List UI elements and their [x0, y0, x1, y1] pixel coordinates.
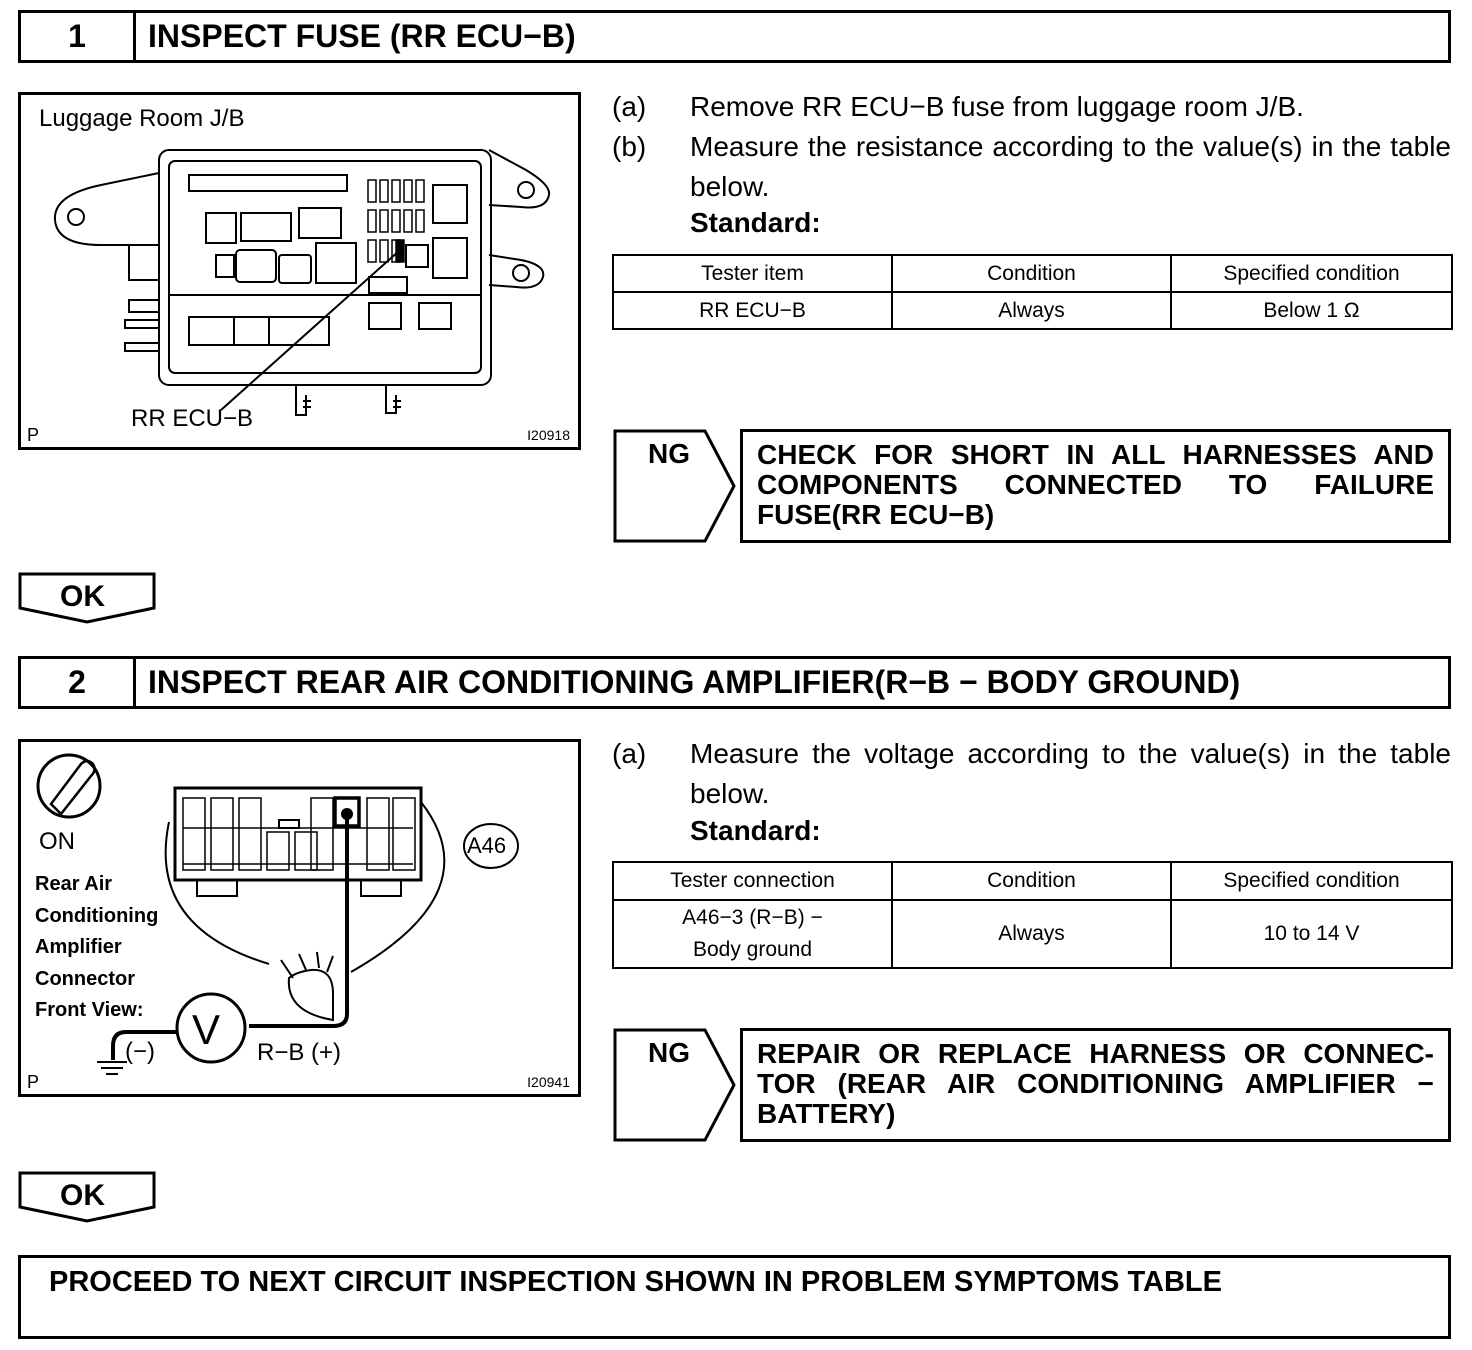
caption-line: Amplifier [35, 936, 122, 958]
instruction-label: (a) [612, 738, 647, 769]
step2-ng-action [740, 1028, 1451, 1142]
step1-figure [18, 92, 581, 450]
final-instruction-box [18, 1255, 1451, 1339]
ng-action-line: TOR (REAR AIR CONDITIONING AMPLIFIER − [757, 1068, 1434, 1099]
instruction-text: Remove RR ECU−B fuse from luggage room J/B. [690, 91, 1304, 122]
instruction-text: Measure the voltage according to the value(s) in the table below. [690, 738, 1451, 809]
step1-ok-label: OK [60, 580, 105, 613]
step2-title: INSPECT REAR AIR CONDITIONING AMPLIFIER(R−B − BODY GROUND) [148, 664, 1241, 700]
negative-lead-label: (−) [125, 1038, 155, 1065]
table-header: Specified condition [1171, 862, 1452, 900]
step2-instruction-a [612, 734, 1451, 814]
table-cell: Always [892, 900, 1171, 968]
final-instruction-text: PROCEED TO NEXT CIRCUIT INSPECTION SHOWN IN PROBLEM SYMPTOMS TABLE [49, 1266, 1222, 1298]
step1-standard-label: Standard: [690, 207, 821, 238]
table-header: Condition [892, 255, 1171, 292]
figure1-corner-mark: P [27, 425, 40, 445]
ng-action-line: REPAIR OR REPLACE HARNESS OR CONNEC- [757, 1038, 1434, 1069]
caption-line: Connector [35, 967, 135, 990]
positive-lead-label: R−B (+) [257, 1039, 342, 1066]
figure2-corner-mark: P [27, 1072, 40, 1092]
instruction-label: (a) [612, 91, 647, 122]
figure1-title: Luggage Room J/B [39, 105, 245, 132]
caption-line: Rear Air [35, 873, 113, 895]
step2-spec-table [612, 861, 1453, 969]
switch-on-label: ON [39, 828, 75, 855]
step1-ng-label: NG [648, 438, 690, 469]
step2-standard-label: Standard: [690, 815, 821, 846]
connection-line: Body ground [692, 938, 813, 961]
step1-header [18, 10, 1451, 63]
instruction-label: (b) [612, 131, 647, 162]
connector-id-label: A46 [467, 833, 507, 858]
table-cell: 10 to 14 V [1171, 900, 1452, 968]
figure1-callout: RR ECU−B [131, 405, 254, 432]
figure1-id: I20918 [527, 427, 570, 443]
figure2-caption [35, 869, 158, 1027]
step1-ng-action [740, 429, 1451, 543]
step2-header [18, 656, 1451, 709]
table-cell: Always [892, 292, 1171, 329]
table-cell: RR ECU−B [613, 292, 892, 329]
ng-action-line: BATTERY) [757, 1098, 896, 1129]
step1-title: INSPECT FUSE (RR ECU−B) [148, 18, 576, 54]
instruction-text: Measure the resistance according to the value(s) in the table below. [690, 131, 1451, 202]
ng-action-line: FUSE(RR ECU−B) [757, 499, 995, 530]
table-header: Tester item [613, 255, 892, 292]
step2-figure [18, 739, 581, 1097]
caption-line: Front View: [35, 999, 144, 1021]
step2-ok-label: OK [60, 1179, 105, 1212]
table-cell: Below 1 Ω [1171, 292, 1452, 329]
ng-action-line: CHECK FOR SHORT IN ALL HARNESSES AND [757, 439, 1434, 470]
table-header: Specified condition [1171, 255, 1452, 292]
step1-instruction-b [612, 127, 1451, 207]
voltmeter-symbol: V [192, 1006, 221, 1053]
step2-ng-label: NG [648, 1037, 690, 1068]
step1-number: 1 [21, 13, 136, 60]
step2-number: 2 [21, 659, 136, 706]
junction-block-diagram [21, 95, 578, 447]
step1-spec-table [612, 254, 1453, 330]
table-header: Condition [892, 862, 1171, 900]
figure2-id: I20941 [527, 1074, 570, 1090]
step1-instruction-a [612, 87, 1451, 127]
ng-action-line: COMPONENTS CONNECTED TO FAILURE [757, 469, 1434, 500]
table-header: Tester connection [613, 862, 892, 900]
table-cell [613, 900, 892, 968]
connection-line: A46−3 (R−B) − [682, 906, 823, 929]
caption-line: Conditioning [35, 904, 159, 927]
